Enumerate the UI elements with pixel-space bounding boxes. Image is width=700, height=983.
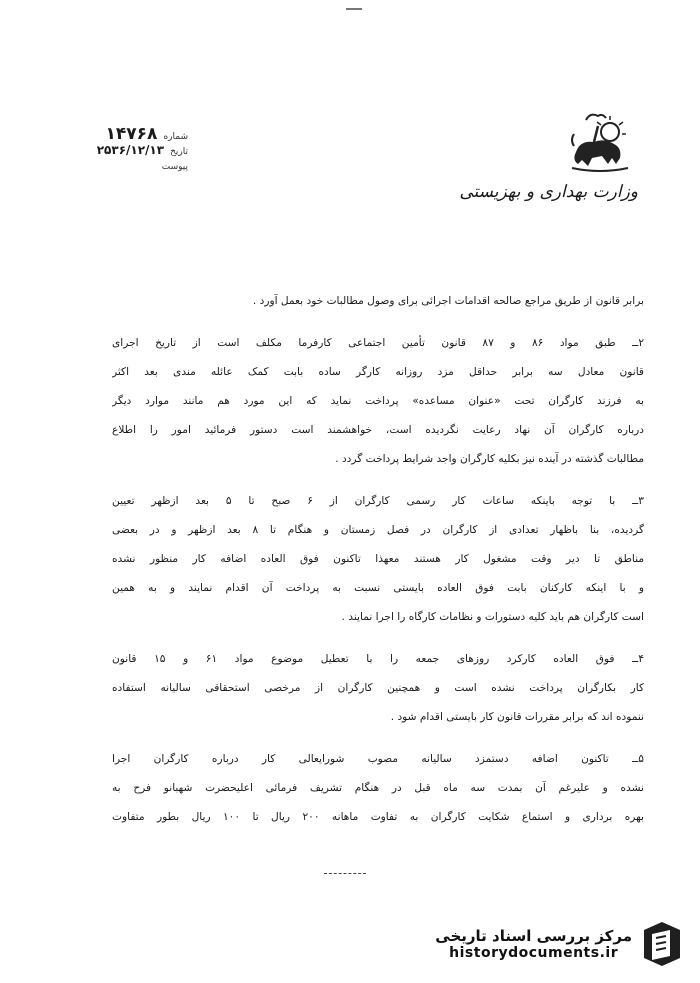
body-line: مناطق تا دیر وقت مشغول کار هستند معهذا تاکنون فوق العاده اضافه کار منظور نشده: [112, 553, 644, 565]
document-meta: [68, 124, 188, 181]
ministry-name: وزارت بهداری و بهزیستی: [459, 182, 638, 202]
body-line: ۵ــ تاکنون اضافه دستمزد سالیانه مصوب شورایعالی کار درباره کارگران اجرا: [112, 753, 644, 765]
body-line: ۲ــ طبق مواد ۸۶ و ۸۷ قانون تأمین اجتماعی کارفرما مکلف است از تاریخ اجرای: [112, 337, 644, 349]
watermark: [435, 918, 684, 970]
body-line: است کارگران هم باید کلیه دستورات و نظامات کارگاه را اجرا نمایند .: [341, 611, 644, 623]
letter-body: [112, 287, 644, 832]
body-line: و با اینکه کارکنان بابت فوق العاده بایستی نسبت به پرداخت آن اقدام نمایند و به همین: [112, 582, 644, 594]
end-divider: [324, 873, 366, 874]
body-line: ننموده اند که برابر مقررات قانون کار بایستی اقدام شود .: [390, 711, 644, 723]
archive-logo-icon: [640, 920, 684, 968]
date-label: تاریخ: [170, 147, 188, 157]
body-line: نشده و علیرغم آن بمدت سه ماه قبل در هنگام تشریف فرمائی اعلیحضرت شهبانو فرح به: [112, 782, 644, 794]
body-line: درباره کارگران آن نهاد رعایت نگردیده است، خواهشمند است دستور فرمائید امور را اطلاع: [112, 424, 644, 436]
body-line: کار بکارگران پرداخت نشده است و همچنین کارگران از مرخصی استحقاقی سالیانه استفاده: [112, 682, 644, 694]
attachment-label: پیوست: [161, 162, 188, 172]
top-scan-mark: [346, 8, 362, 10]
body-line: به فرزند کارگران تحت «عنوان مساعده» پرداخت نماید که این مورد هم مانند موارد دیگر: [112, 395, 644, 407]
watermark-text: [435, 927, 632, 961]
body-line: بهره برداری و استماع شکایت کارگران به تفاوت ماهانه ۲۰۰ ریال تا ۱۰۰ ریال بطور متفاوت: [112, 811, 644, 823]
number-row: [68, 124, 188, 143]
body-line: مطالبات گذشته در آینده نیز بکلیه کارگران واجد شرایط پرداخت گردد .: [335, 453, 644, 465]
body-line: ۳ــ با توجه باینکه ساعات کار رسمی کارگران از ۶ صبح تا ۵ بعد ازظهر تعیین: [112, 495, 644, 507]
watermark-url: historydocuments.ir: [449, 945, 619, 961]
number-value: ۱۴۷۶۸: [105, 124, 158, 144]
date-value: ۲۵۳۶/۱۲/۱۳: [96, 143, 165, 157]
watermark-title: مرکز بررسی اسناد تاریخی: [435, 927, 632, 945]
date-row: [68, 143, 188, 162]
body-line: گردیده، بنا باظهار تعدادی از کارگران در فصل زمستان و هنگام تا ۸ بعد ازظهر و در بعضی: [112, 524, 644, 536]
lion-and-sun-emblem-icon: [568, 112, 632, 174]
number-label: شماره: [163, 132, 188, 142]
attachment-row: [68, 162, 188, 181]
body-line: قانون معادل سه برابر حداقل مزد روزانه کارگر ساده بابت کمک عائله مندی بعد اکثر: [112, 366, 644, 378]
body-line: برابر قانون از طریق مراجع صالحه اقدامات اجرائی برای وصول مطالبات خود بعمل آورد .: [252, 295, 644, 307]
body-line: ۴ــ فوق العاده کارکرد روزهای جمعه را با تعطیل موضوع مواد ۶۱ و ۱۵ قانون: [112, 653, 644, 665]
